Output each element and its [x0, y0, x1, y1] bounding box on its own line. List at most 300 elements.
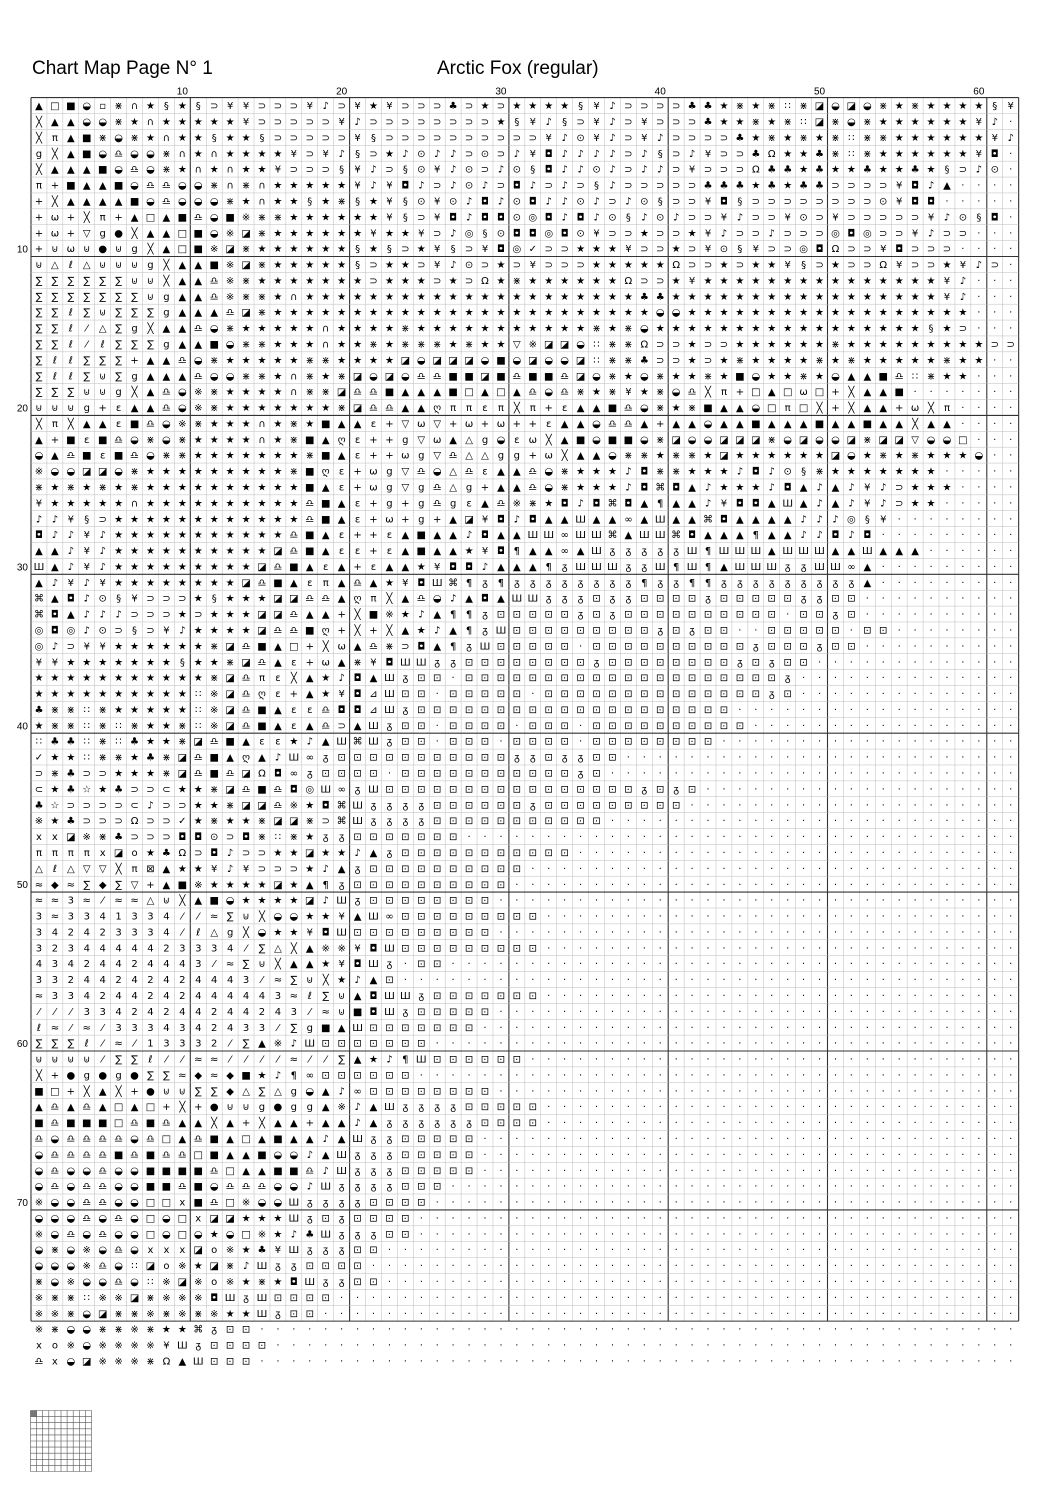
stitch-symbol: · — [659, 1055, 662, 1066]
stitch-symbol: · — [850, 880, 853, 891]
stitch-symbol: ★ — [895, 308, 904, 319]
stitch-symbol: ∞ — [385, 912, 393, 923]
stitch-symbol: · — [866, 896, 869, 907]
stitch-symbol: · — [818, 832, 821, 843]
stitch-symbol: ⊍ — [51, 244, 58, 255]
stitch-symbol: ★ — [130, 530, 139, 541]
stitch-symbol: · — [691, 1023, 694, 1034]
stitch-symbol: ◒ — [831, 371, 840, 382]
stitch-symbol: · — [929, 1213, 932, 1224]
stitch-symbol: Ш — [368, 959, 379, 970]
stitch-symbol: ⌘ — [193, 1325, 203, 1336]
stitch-symbol: · — [802, 1118, 805, 1129]
stitch-symbol: · — [659, 927, 662, 938]
stitch-symbol: ⊡ — [337, 769, 345, 780]
stitch-symbol: · — [404, 1309, 407, 1320]
stitch-symbol: ◒ — [146, 149, 155, 160]
stitch-symbol: · — [786, 1102, 789, 1113]
stitch-symbol: ★ — [82, 498, 91, 509]
stitch-symbol: ⊡ — [401, 1023, 409, 1034]
stitch-symbol: · — [850, 657, 853, 668]
stitch-symbol: · — [563, 975, 566, 986]
stitch-symbol: ∑ — [115, 1055, 122, 1066]
stitch-symbol: · — [945, 753, 948, 764]
stitch-symbol: + — [306, 1118, 314, 1129]
stitch-symbol: · — [770, 1277, 773, 1288]
stitch-symbol: ★ — [735, 276, 744, 287]
stitch-symbol: 3 — [163, 1039, 169, 1050]
stitch-symbol: ★ — [353, 308, 362, 319]
stitch-symbol: · — [627, 1261, 630, 1272]
stitch-symbol: π — [84, 848, 90, 859]
stitch-symbol: · — [1009, 975, 1012, 986]
stitch-symbol: ★ — [704, 308, 713, 319]
stitch-symbol: ♣ — [704, 117, 713, 128]
stitch-symbol: ★ — [289, 403, 298, 414]
stitch-symbol: ∑ — [52, 276, 59, 287]
stitch-symbol: · — [706, 1023, 709, 1034]
stitch-symbol: ■ — [751, 419, 760, 430]
stitch-symbol: ∑ — [36, 292, 43, 303]
stitch-symbol: § — [976, 212, 981, 223]
stitch-symbol: ★ — [321, 848, 330, 859]
stitch-symbol: · — [611, 816, 614, 827]
stitch-symbol: · — [818, 1134, 821, 1145]
stitch-symbol: · — [738, 896, 741, 907]
stitch-symbol: ε — [116, 419, 121, 430]
stitch-symbol: · — [515, 1293, 518, 1304]
stitch-symbol: ◘ — [545, 212, 553, 223]
stitch-symbol: ¥ — [689, 165, 695, 176]
stitch-symbol: ★ — [226, 498, 235, 509]
stitch-symbol: ♎ — [194, 324, 203, 335]
stitch-symbol: ⊡ — [656, 737, 664, 748]
stitch-symbol: · — [834, 769, 837, 780]
stitch-symbol: ⊡ — [449, 991, 457, 1002]
stitch-symbol: ★ — [146, 848, 155, 859]
stitch-symbol: 3 — [68, 896, 74, 907]
stitch-symbol: ♣ — [735, 181, 744, 192]
stitch-symbol: ● — [210, 1102, 219, 1113]
stitch-symbol: ¥ — [36, 657, 42, 668]
stitch-symbol: ▽ — [131, 880, 139, 891]
stitch-symbol: ■ — [417, 530, 426, 541]
stitch-symbol: ⊡ — [449, 784, 457, 795]
stitch-symbol: · — [977, 832, 980, 843]
stitch-symbol: ◒ — [35, 451, 44, 462]
stitch-symbol: · — [579, 943, 582, 954]
stitch-symbol: · — [579, 1182, 582, 1193]
stitch-symbol: ⊡ — [449, 721, 457, 732]
stitch-symbol: ★ — [974, 339, 983, 350]
stitch-symbol: ▲ — [178, 371, 186, 382]
stitch-symbol: ★ — [927, 165, 936, 176]
stitch-symbol: ⊃ — [624, 149, 632, 160]
stitch-symbol: ★ — [337, 228, 346, 239]
stitch-symbol: ⊡ — [752, 594, 760, 605]
stitch-symbol: ⊡ — [529, 721, 537, 732]
stitch-symbol: ⋇ — [258, 371, 266, 382]
stitch-symbol: ♣ — [815, 149, 824, 160]
stitch-symbol: ★ — [146, 673, 155, 684]
stitch-symbol: · — [945, 1229, 948, 1240]
stitch-symbol: ♪ — [769, 483, 775, 494]
stitch-symbol: Ш — [336, 1150, 347, 1161]
stitch-symbol: ♪ — [466, 212, 472, 223]
stitch-symbol: 2 — [52, 943, 58, 954]
stitch-symbol: · — [579, 1023, 582, 1034]
stitch-symbol: · — [483, 1229, 486, 1240]
stitch-symbol: · — [929, 927, 932, 938]
stitch-symbol: 3 — [99, 1007, 105, 1018]
stitch-symbol: · — [675, 1134, 678, 1145]
stitch-symbol: ★ — [449, 324, 458, 335]
stitch-symbol: ω — [67, 244, 75, 255]
stitch-symbol: · — [914, 975, 917, 986]
stitch-symbol: ▲ — [338, 562, 346, 573]
stitch-symbol: ■ — [98, 1118, 107, 1129]
stitch-symbol: ⊡ — [640, 626, 648, 637]
stitch-symbol: · — [563, 1150, 566, 1161]
stitch-symbol: ⊃ — [736, 228, 744, 239]
stitch-symbol: · — [786, 753, 789, 764]
stitch-symbol: ♎ — [688, 387, 697, 398]
stitch-symbol: ▲ — [784, 419, 792, 430]
stitch-symbol: · — [770, 1102, 773, 1113]
stitch-symbol: ♪ — [561, 212, 567, 223]
stitch-symbol: · — [850, 1182, 853, 1193]
stitch-symbol: ♪ — [99, 546, 105, 557]
stitch-symbol: · — [467, 1293, 470, 1304]
stitch-symbol: Ш — [336, 896, 347, 907]
stitch-symbol: ε — [307, 578, 312, 589]
stitch-symbol: ◒ — [194, 355, 203, 366]
stitch-symbol: · — [1009, 196, 1012, 207]
stitch-symbol: ⊡ — [433, 673, 441, 684]
stitch-symbol: ◒ — [66, 1182, 75, 1193]
stitch-symbol: ◒ — [289, 912, 298, 923]
stitch-symbol: ≈ — [67, 880, 75, 891]
stitch-symbol: 1 — [115, 912, 121, 923]
stitch-symbol: · — [643, 1325, 646, 1336]
stitch-symbol: ▲ — [561, 419, 569, 430]
stitch-symbol: ⁄ — [179, 927, 185, 938]
stitch-symbol: ⊙ — [465, 260, 473, 271]
stitch-symbol: ♎ — [433, 483, 442, 494]
stitch-symbol: ⋇ — [576, 387, 584, 398]
stitch-symbol: · — [467, 1261, 470, 1272]
stitch-symbol: ★ — [114, 705, 123, 716]
stitch-symbol: ∑ — [115, 371, 122, 382]
stitch-symbol: ▲ — [688, 483, 696, 494]
stitch-symbol: ◒ — [289, 1150, 298, 1161]
stitch-symbol: ∩ — [322, 339, 329, 350]
stitch-symbol: · — [945, 530, 948, 541]
stitch-symbol: · — [786, 721, 789, 732]
stitch-symbol: ◒ — [544, 483, 553, 494]
stitch-symbol: · — [914, 864, 917, 875]
stitch-symbol: ★ — [305, 864, 314, 875]
stitch-symbol: · — [866, 1007, 869, 1018]
stitch-symbol: ※ — [35, 467, 43, 478]
stitch-symbol: ■ — [241, 1070, 250, 1081]
stitch-symbol: · — [945, 1070, 948, 1081]
stitch-symbol: ▲ — [370, 673, 378, 684]
stitch-symbol: ※ — [210, 705, 218, 716]
stitch-symbol: · — [1009, 355, 1012, 366]
stitch-symbol: ¶ — [498, 578, 504, 589]
stitch-symbol: ⋇ — [704, 371, 712, 382]
stitch-symbol: · — [675, 769, 678, 780]
stitch-symbol: ⊃ — [465, 133, 473, 144]
stitch-symbol: ⊡ — [433, 959, 441, 970]
stitch-symbol: ★ — [226, 483, 235, 494]
stitch-symbol: ⊡ — [369, 927, 377, 938]
stitch-symbol: ◒ — [114, 133, 123, 144]
stitch-symbol: ◒ — [146, 451, 155, 462]
stitch-symbol: ▲ — [513, 530, 521, 541]
stitch-symbol: · — [595, 1245, 598, 1256]
stitch-symbol: ★ — [688, 292, 697, 303]
stitch-symbol: · — [659, 1086, 662, 1097]
stitch-symbol: ★ — [640, 260, 649, 271]
stitch-symbol: ★ — [656, 451, 665, 462]
stitch-symbol: ◒ — [512, 355, 521, 366]
stitch-symbol: · — [563, 927, 566, 938]
stitch-symbol: · — [452, 1245, 455, 1256]
stitch-symbol: · — [770, 816, 773, 827]
stitch-symbol: ⊡ — [497, 848, 505, 859]
stitch-symbol: ★ — [114, 578, 123, 589]
stitch-symbol: ★ — [369, 196, 378, 207]
stitch-symbol: ◒ — [704, 435, 713, 446]
stitch-symbol: ★ — [305, 181, 314, 192]
stitch-symbol: π — [52, 419, 58, 430]
stitch-symbol: ■ — [82, 149, 91, 160]
stitch-symbol: ღ — [338, 435, 346, 446]
stitch-symbol: ★ — [481, 324, 490, 335]
stitch-symbol: ω — [497, 419, 505, 430]
stitch-symbol: ◒ — [369, 371, 378, 382]
stitch-symbol: · — [850, 1166, 853, 1177]
stitch-symbol: ⊡ — [417, 1166, 425, 1177]
stitch-symbol: 2 — [131, 1007, 137, 1018]
stitch-symbol: ⊡ — [322, 1293, 330, 1304]
stitch-symbol: ◘ — [593, 498, 601, 509]
stitch-symbol: · — [802, 1070, 805, 1081]
stitch-symbol: ♪ — [354, 975, 360, 986]
stitch-symbol: ★ — [927, 339, 936, 350]
stitch-symbol: · — [547, 1086, 550, 1097]
stitch-symbol: · — [818, 705, 821, 716]
stitch-symbol: ● — [114, 228, 123, 239]
stitch-symbol: ★ — [258, 594, 267, 605]
stitch-symbol: · — [563, 1213, 566, 1224]
stitch-symbol: · — [898, 705, 901, 716]
stitch-symbol: · — [659, 912, 662, 923]
stitch-symbol: ⊃ — [815, 212, 823, 223]
stitch-symbol: ▲ — [67, 610, 75, 621]
stitch-symbol: § — [355, 244, 360, 255]
stitch-symbol: 2 — [99, 927, 105, 938]
stitch-symbol: ᵹ — [371, 1166, 377, 1177]
stitch-symbol: ⊡ — [433, 832, 441, 843]
stitch-symbol: ⊍ — [338, 1007, 345, 1018]
stitch-symbol: · — [675, 1039, 678, 1050]
stitch-symbol: ε — [259, 737, 264, 748]
stitch-symbol: · — [691, 1277, 694, 1288]
stitch-symbol: · — [770, 737, 773, 748]
stitch-symbol: ★ — [242, 1245, 251, 1256]
stitch-symbol: ▲ — [433, 530, 441, 541]
stitch-symbol: · — [531, 1150, 534, 1161]
stitch-symbol: ★ — [114, 673, 123, 684]
stitch-symbol: ⊡ — [465, 1102, 473, 1113]
stitch-symbol: ⊃ — [433, 228, 441, 239]
stitch-symbol: · — [993, 657, 996, 668]
stitch-symbol: · — [611, 1102, 614, 1113]
stitch-symbol: ★ — [592, 292, 601, 303]
stitch-symbol: ★ — [258, 498, 267, 509]
stitch-symbol: · — [882, 1070, 885, 1081]
stitch-symbol: ◪ — [241, 578, 250, 589]
stitch-symbol: · — [722, 1007, 725, 1018]
stitch-symbol: ⋇ — [306, 371, 314, 382]
stitch-symbol: ★ — [719, 308, 728, 319]
stitch-symbol: ◘ — [816, 244, 824, 255]
stitch-symbol: ⊡ — [481, 1055, 489, 1066]
stitch-symbol: · — [738, 1070, 741, 1081]
stitch-symbol: ⊡ — [576, 673, 584, 684]
stitch-symbol: ⊡ — [481, 927, 489, 938]
stitch-symbol: ★ — [688, 324, 697, 335]
stitch-symbol: ᵹ — [371, 1182, 377, 1193]
stitch-symbol: ◒ — [98, 117, 107, 128]
stitch-symbol: ◒ — [688, 435, 697, 446]
stitch-symbol: · — [945, 705, 948, 716]
stitch-symbol: ε — [387, 530, 392, 541]
stitch-symbol: · — [691, 1245, 694, 1256]
stitch-symbol: · — [499, 1229, 502, 1240]
stitch-symbol: ᵹ — [339, 1213, 345, 1224]
stitch-symbol: ▲ — [290, 959, 298, 970]
stitch-symbol: ⊃ — [146, 832, 154, 843]
stitch-symbol: ⊃ — [178, 594, 186, 605]
stitch-symbol: ᵹ — [562, 578, 568, 589]
stitch-symbol: · — [722, 848, 725, 859]
stitch-symbol: ★ — [449, 339, 458, 350]
stitch-symbol: ⋇ — [114, 1325, 122, 1336]
stitch-symbol: ⊍ — [83, 244, 90, 255]
stitch-symbol: ◘ — [401, 181, 409, 192]
stitch-symbol: ℓ — [53, 864, 57, 875]
stitch-symbol: § — [451, 244, 456, 255]
stitch-symbol: ∷ — [195, 721, 201, 732]
stitch-symbol: ★ — [799, 339, 808, 350]
stitch-symbol: · — [977, 912, 980, 923]
stitch-symbol: ◘ — [210, 848, 218, 859]
stitch-symbol: · — [882, 673, 885, 684]
stitch-symbol: ⋇ — [688, 451, 696, 462]
stitch-symbol: · — [961, 1261, 964, 1272]
stitch-symbol: · — [850, 769, 853, 780]
stitch-symbol: ∑ — [67, 292, 74, 303]
stitch-symbol: 2 — [68, 927, 74, 938]
stitch-symbol: ▽ — [402, 419, 410, 430]
stitch-symbol: · — [754, 880, 757, 891]
stitch-symbol: ∩ — [147, 117, 154, 128]
stitch-symbol: · — [436, 975, 439, 986]
stitch-symbol: ⋇ — [815, 467, 823, 478]
stitch-symbol: · — [786, 1229, 789, 1240]
stitch-symbol: ★ — [194, 800, 203, 811]
stitch-symbol: + — [513, 419, 521, 430]
stitch-symbol: · — [754, 1213, 757, 1224]
stitch-symbol: · — [770, 1229, 773, 1240]
stitch-symbol: ⊡ — [369, 1198, 377, 1209]
stitch-symbol: · — [595, 975, 598, 986]
stitch-symbol: · — [675, 1055, 678, 1066]
stitch-symbol: ᵹ — [418, 991, 424, 1002]
stitch-symbol: ¶ — [753, 530, 759, 541]
stitch-symbol: · — [961, 991, 964, 1002]
stitch-symbol: ⊃ — [146, 784, 154, 795]
stitch-symbol: ▲ — [115, 196, 123, 207]
stitch-symbol: · — [945, 1086, 948, 1097]
stitch-symbol: ■ — [496, 371, 505, 382]
stitch-symbol: ⊍ — [226, 1102, 233, 1113]
stitch-symbol: ▽ — [402, 467, 410, 478]
stitch-symbol: · — [993, 387, 996, 398]
stitch-symbol: ▲ — [529, 546, 537, 557]
stitch-symbol: ★ — [369, 308, 378, 319]
stitch-symbol: ε — [514, 435, 519, 446]
stitch-symbol: · — [898, 832, 901, 843]
stitch-symbol: · — [483, 1309, 486, 1320]
stitch-symbol: ♎ — [560, 387, 569, 398]
stitch-symbol: ▲ — [226, 1118, 234, 1129]
stitch-symbol: ◆ — [51, 880, 59, 891]
stitch-symbol: ⊡ — [720, 705, 728, 716]
stitch-symbol: ★ — [544, 101, 553, 112]
stitch-symbol: ✓ — [529, 244, 537, 255]
stitch-symbol: · — [691, 769, 694, 780]
stitch-symbol: · — [786, 705, 789, 716]
stitch-symbol: ★ — [783, 339, 792, 350]
stitch-symbol: ⊡ — [433, 1182, 441, 1193]
stitch-symbol: ◒ — [98, 1277, 107, 1288]
stitch-symbol: ⋇ — [831, 339, 839, 350]
stitch-symbol: ◪ — [528, 355, 537, 366]
stitch-symbol: Ш — [639, 530, 650, 541]
stitch-symbol: ⋇ — [162, 165, 170, 176]
stitch-symbol: ⁄ — [243, 1055, 249, 1066]
stitch-symbol: · — [738, 991, 741, 1002]
stitch-symbol: ᵹ — [530, 800, 536, 811]
stitch-symbol: ⊃ — [465, 244, 473, 255]
stitch-symbol: ⋇ — [608, 387, 616, 398]
stitch-symbol: ∑ — [322, 991, 329, 1002]
stitch-symbol: ▲ — [178, 1134, 186, 1145]
stitch-symbol: ♪ — [737, 212, 743, 223]
stitch-symbol: ⊡ — [704, 689, 712, 700]
stitch-symbol: · — [643, 848, 646, 859]
stitch-symbol: Ω — [752, 165, 760, 176]
stitch-symbol: ¥ — [880, 514, 886, 525]
stitch-symbol: ★ — [34, 689, 43, 700]
stitch-symbol: ★ — [178, 689, 187, 700]
stitch-symbol: ⊃ — [672, 149, 680, 160]
